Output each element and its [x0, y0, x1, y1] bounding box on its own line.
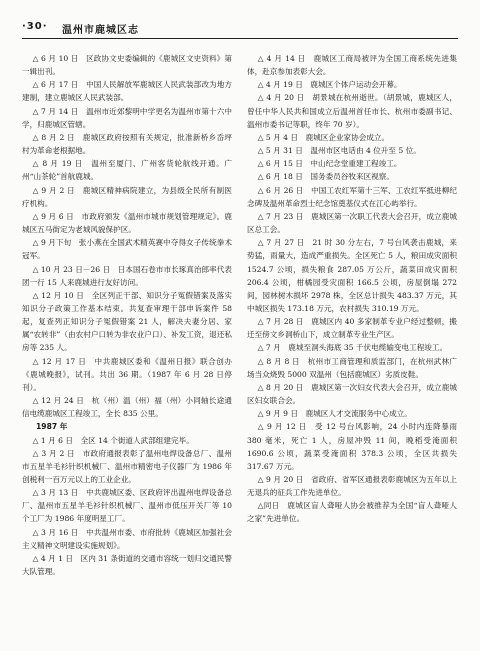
- chronicle-entry: △ 4 月 14 日 鹿城区工商局被评为全国工商系统先进集体，赴京参加表彰大会。: [247, 54, 457, 77]
- chronicle-entry: △ 3 月 16 日 中共温州市委、市府批转《鹿城区加强社会主义精神文明建设实施规划》。: [22, 527, 232, 550]
- chronicle-entry: △ 8 月 19 日 温州至厦门、广州客货轮航线开通。广州“山茶轮”首航鹿城。: [22, 159, 232, 182]
- chronicle-entry: △ 12 月 24 日 杭（州）温（州）福（州）小同轴长途通信电缆鹿城区工程竣工，全长 835 公里。: [22, 396, 232, 419]
- chronicle-entry: △ 12 月 17 日 中共鹿城区委和《温州日报》联合创办《鹿城晚报》，试刊。共出 36 期。（1987 年 6 月 28 日停刊）。: [22, 356, 232, 392]
- chronicle-entry: △ 6 月 26 日 中国工农红军第十三军、工农红军抵进柳纪念碑及温州革命烈士纪念馆奠基仪式在江心屿举行。: [247, 185, 457, 208]
- chronicle-entry: △ 6 月 18 日 国务委员谷牧来区视察。: [257, 172, 394, 182]
- chronicle-entry: △ 6 月 17 日 中国人民解放军鹿城区人民武装部改为地方建制，建立鹿城区人民武装部。: [22, 80, 232, 103]
- header-rule: [22, 38, 458, 39]
- chronicle-entry: △ 8 月 2 日 鹿城区政府按照有关规定，批准新桥乡岙坪村为革命老根据地。: [22, 132, 232, 156]
- chronicle-entry: △ 5 月 4 日 鹿城区企业家协会成立。: [257, 132, 390, 142]
- chronicle-entry: △ 9 月 9 日 鹿城区人才交流服务中心成立。: [257, 409, 412, 419]
- chronicle-entry: △ 7 月 23 日 鹿城区第一次职工代表大会召开，成立鹿城区总工会。: [247, 211, 457, 235]
- chronicle-entry: △ 9 月 2 日 鹿城区精神病院建立，为县级全民所有制医疗机构。: [22, 185, 232, 208]
- chronicle-entry: △ 9 月 12 日 受 12 号台风影响，24 小时内连降暴雨 380 毫米，死亡 1 人，房屋冲毁 11 间，晚稻受淹面积 1690.6 公顷，蔬菜受淹面积 378.3 公顷，全区共损失 317.67 万元。: [247, 422, 457, 471]
- chronicle-entry: △ 7 月 28 日 鹿城区内 40 多家制革专业户经过整顿，搬迁至傍文乡洞桥山下，成立制革专业生产区。: [247, 317, 457, 340]
- chronicle-entry: △ 8 月 20 日 鹿城区第一次妇女代表大会召开，成立鹿城区妇女联合会。: [247, 382, 457, 406]
- right-column: [247, 52, 457, 526]
- chronicle-entry: △ 1 月 6 日 全区 14 个街道人武部组建完毕。: [32, 435, 194, 445]
- book-title: 温州市鹿城区志: [62, 25, 139, 36]
- chronicle-entry: △ 10 月 23 日－26 日 日本国石卷市市长琢真治郎率代表团一行 15 人来鹿城进行友好访问。: [22, 264, 232, 287]
- chronicle-entry: △ 4 月 19 日 鹿城区个体户运动会开幕。: [257, 80, 402, 90]
- chronicle-entry: △ 4 月 1 日 区内 31 条街道的交通市容统一划归交通民警大队管理。: [22, 553, 232, 577]
- chronicle-entry: △ 7 月 27 日 21 时 30 分左右，7 号台风袭击鹿城，来势猛，雨量大，造成严重损失。全区死亡 5 人，粮田成灾面积 1524.7 公顷，损失粮食 287.05 万公斤，蔬菜田成灾面积 206.4 公顷，柑橘园受灾面积 166.5 公顷，房屋倒塌 272 间，园林树木损坏 2978 株，全区总计损失 483.37 万元，其中城区损失 173.18 万元，农村损失 310.19 万元。: [247, 238, 457, 313]
- chronicle-entry: △ 9 月 6 日 市政府颁发《温州市城市规划管理规定》。鹿城区五马街定为老城风貌保护区。: [22, 211, 232, 235]
- chronicle-entry: △ 9 月 20 日 省政府、省军区通报表彰鹿城区为五年以上无退兵的征兵工作先进单位。: [247, 475, 457, 498]
- chronicle-entry: △ 9 月下旬 张小燕在全国武术精英赛中夺得女子传统拳术冠军。: [22, 238, 232, 261]
- chronicle-entry: △ 6 月 15 日 中山纪念堂重建工程竣工。: [257, 159, 402, 169]
- chronicle-entry: △ 4 月 20 日 胡景城在杭州逝世。（胡景城，鹿城区人，曾任中华人民共和国成立后温州首任市长、杭州市委副书记、温州市委书记等职，终年 70 岁）。: [247, 93, 457, 129]
- chronicle-entry: △ 8 月 8 日 杭州市工商管理和质监部门，在杭州武林广场当众烧毁 5000 双温州（包括鹿城区）劣质皮鞋。: [247, 356, 457, 379]
- year-heading: 1987 年: [36, 422, 68, 432]
- chronicle-entry: △ 6 月 10 日 区政协文史委编辑的《鹿城区文史资料》第一辑出刊。: [22, 54, 232, 77]
- left-column: [22, 52, 232, 578]
- chronicle-entry: △ 7 月 14 日 温州市近郊黎明中学更名为温州市第十六中学，归鹿城区管辖。: [22, 106, 232, 129]
- running-header: [22, 18, 458, 38]
- chronicle-entry: △ 12 月 10 日 全区列正干部、知识分子冤假错案及落实知识分子政策工作基本结束。共复查审理干部申诉案件 58 起，复查列正知识分子冤假错案 21 人，解决夫妻分居、家属“农转非”（由农村户口转为非农业户口）、补发工资，退还私房等 235 人。: [22, 290, 232, 353]
- chronicle-entry: △ 3 月 13 日 中共鹿城区委、区政府评出温州电焊设备总厂、温州市五星羊毛衫针织机械厂、温州市低压开关厂等 10 个工厂为 1986 年度明星工厂。: [22, 488, 232, 524]
- chronicle-entry: △ 3 月 2 日 市政府通报表彰了温州电焊设备总厂、温州市五星羊毛衫针织机械厂、温州市精密电子仪器厂为 1986 年创税利一百万元以上的工业企业。: [22, 448, 232, 484]
- chronicle-entry: △ 5 月 31 日 温州市区电话由 4 位升至 5 位。: [257, 146, 421, 156]
- page-number: ·30·: [22, 21, 48, 32]
- chronicle-entry: △ 7 月 鹿城至洞头海底 35 千伏电缆输变电工程竣工。: [257, 343, 448, 353]
- chronicle-entry: △同日 鹿城区盲人聋哑人协会被推荐为全国“盲人聋哑人之家”先进单位。: [247, 501, 457, 524]
